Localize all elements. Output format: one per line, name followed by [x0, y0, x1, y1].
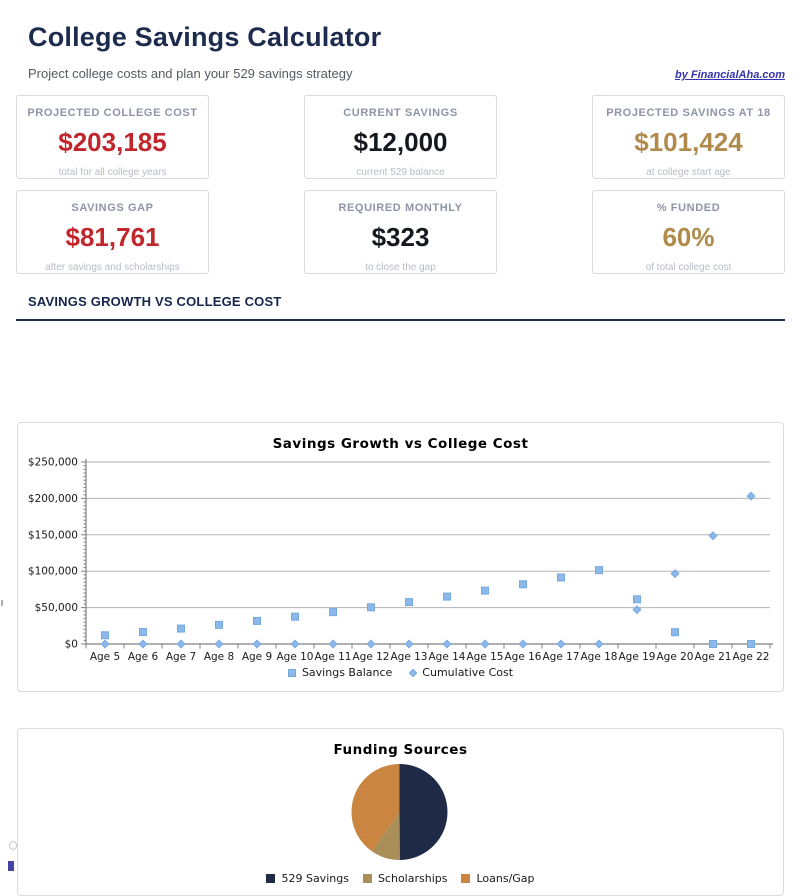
legend-item-loans-gap [461, 872, 534, 885]
page-edge-artifact [1, 600, 3, 606]
legend-label: Loans/Gap [476, 872, 535, 885]
page-edge-artifact [9, 841, 17, 850]
svg-text:Age 20: Age 20 [656, 651, 694, 663]
scatter-chart-legend [18, 666, 783, 679]
legend-label: Cumulative Cost [422, 666, 514, 679]
pie-slice-529-savings [400, 764, 448, 860]
legend-label: 529 Savings [281, 872, 349, 885]
card-projected-savings-at-18 [592, 95, 785, 179]
card-subtext: after savings and scholarships [45, 262, 180, 273]
legend-label: Savings Balance [301, 666, 393, 679]
stat-cards-grid [16, 95, 785, 274]
card-label: % FUNDED [656, 202, 721, 214]
square-marker-icon [363, 874, 372, 883]
x-axis-ticks [86, 644, 770, 663]
card-percent-funded [592, 190, 785, 274]
savings-growth-scatter-chart [18, 452, 781, 664]
empty-spacer [16, 321, 785, 422]
card-label: PROJECTED COLLEGE COST [27, 107, 198, 119]
card-value: $81,761 [65, 222, 160, 252]
legend-item-529-savings [266, 872, 348, 885]
svg-text:Age 16: Age 16 [504, 651, 542, 663]
square-marker-icon [461, 874, 470, 883]
funding-sources-chart-card [17, 728, 784, 896]
scatter-chart-title: Savings Growth vs College Cost [272, 436, 529, 452]
section-title: SAVINGS GROWTH VS COLLEGE COST [28, 294, 282, 309]
svg-text:Age 19: Age 19 [618, 651, 656, 663]
pie-chart-title: Funding Sources [333, 742, 468, 758]
svg-text:$200,000: $200,000 [27, 492, 78, 505]
svg-text:Age 15: Age 15 [466, 651, 504, 663]
card-label: SAVINGS GAP [71, 202, 154, 214]
svg-text:Age 21: Age 21 [694, 651, 732, 663]
legend-label: Scholarships [377, 872, 448, 885]
svg-text:Age 18: Age 18 [580, 651, 618, 663]
legend-item-savings-balance [288, 666, 392, 679]
svg-text:Age 12: Age 12 [352, 651, 390, 663]
card-required-monthly [304, 190, 497, 274]
svg-text:$100,000: $100,000 [27, 565, 78, 578]
brand-link[interactable]: by FinancialAha.com [674, 69, 785, 81]
card-subtext: current 529 balance [356, 167, 445, 178]
svg-text:Age 5: Age 5 [89, 651, 121, 663]
svg-text:Age 7: Age 7 [165, 651, 197, 663]
gridlines [86, 462, 770, 608]
card-subtext: to close the gap [365, 262, 436, 273]
svg-text:$250,000: $250,000 [27, 456, 78, 469]
card-label: CURRENT SAVINGS [343, 107, 458, 119]
square-marker-icon [266, 874, 275, 883]
card-subtext: of total college cost [645, 262, 732, 273]
svg-text:Age 22: Age 22 [732, 651, 770, 663]
page-edge-artifact [8, 861, 14, 871]
card-value: $203,185 [58, 127, 167, 157]
subtitle-row [28, 66, 785, 81]
square-marker-icon [288, 669, 296, 677]
svg-text:$0: $0 [64, 638, 78, 651]
legend-item-cumulative-cost [410, 666, 513, 679]
card-value: $323 [371, 222, 430, 252]
page-title: College Savings Calculator [28, 22, 382, 52]
svg-text:$150,000: $150,000 [27, 529, 78, 542]
series-savings-balance [102, 567, 755, 648]
svg-text:Age 14: Age 14 [428, 651, 466, 663]
y-axis-ticks [28, 457, 86, 651]
card-value: $12,000 [353, 127, 448, 157]
card-value: 60% [662, 222, 715, 252]
series-cumulative-cost [101, 492, 755, 648]
card-projected-college-cost [16, 95, 209, 179]
card-label: PROJECTED SAVINGS AT 18 [606, 107, 771, 119]
pie-chart-legend [18, 872, 783, 885]
diamond-marker-icon [409, 668, 417, 676]
savings-growth-chart-card [17, 422, 784, 692]
svg-text:Age 9: Age 9 [241, 651, 273, 663]
svg-text:Age 13: Age 13 [390, 651, 428, 663]
page-subtitle: Project college costs and plan your 529 savings strategy [28, 66, 353, 81]
svg-text:$50,000: $50,000 [34, 602, 78, 615]
card-current-savings [304, 95, 497, 179]
svg-text:Age 17: Age 17 [542, 651, 580, 663]
card-value: $101,424 [634, 127, 743, 157]
legend-item-scholarships [363, 872, 448, 885]
svg-text:Age 6: Age 6 [127, 651, 159, 663]
card-subtext: at college start age [646, 167, 731, 178]
svg-text:Age 10: Age 10 [276, 651, 314, 663]
axes [86, 459, 773, 644]
funding-sources-pie-chart [18, 758, 781, 864]
svg-text:Age 11: Age 11 [314, 651, 352, 663]
card-savings-gap [16, 190, 209, 274]
svg-text:Age 8: Age 8 [203, 651, 235, 663]
card-label: REQUIRED MONTHLY [338, 202, 463, 214]
card-subtext: total for all college years [58, 167, 167, 178]
